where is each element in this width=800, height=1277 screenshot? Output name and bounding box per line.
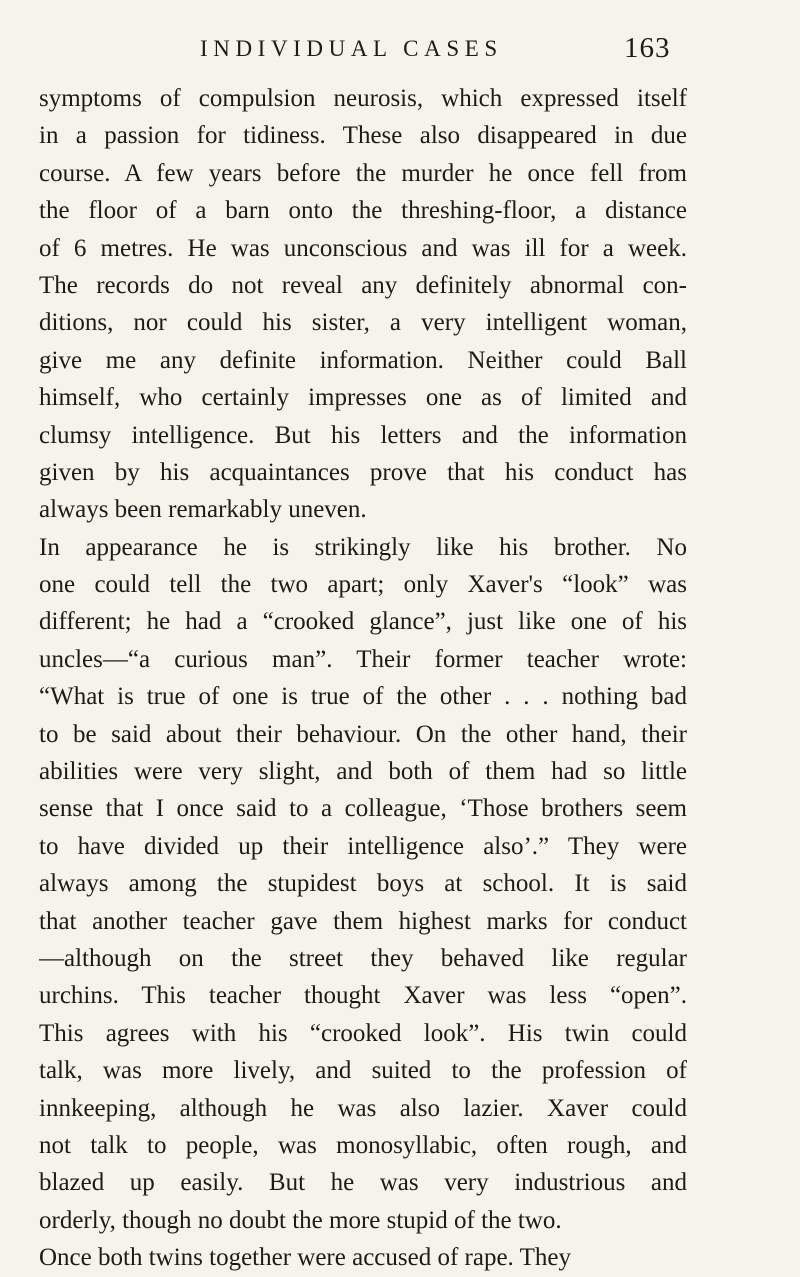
- text-line: the floor of a barn onto the threshing-floor, a distance: [39, 197, 687, 225]
- text-line: in a passion for tidiness. These also disappeared in due: [39, 122, 687, 150]
- text-line: ditions, nor could his sister, a very intelligent woman,: [39, 309, 687, 337]
- text-line: sense that I once said to a colleague, ‘Those brothers seem: [39, 795, 687, 823]
- text-line: give me any definite information. Neither could Ball: [39, 346, 687, 374]
- text-line: to have divided up their intelligence also’.” They were: [39, 832, 687, 860]
- body-text: [39, 80, 687, 1277]
- text-line: innkeeping, although he was also lazier. Xaver could: [39, 1094, 687, 1122]
- running-header: [0, 30, 800, 70]
- text-line: given by his acquaintances prove that his conduct has: [39, 458, 687, 486]
- page-number: 163: [624, 32, 671, 64]
- text-line: always been remarkably uneven.: [39, 496, 367, 524]
- text-line: not talk to people, was monosyllabic, often rough, and: [39, 1131, 687, 1159]
- text-line: that another teacher gave them highest marks for conduct: [39, 907, 687, 935]
- text-line: of 6 metres. He was unconscious and was ill for a week.: [39, 234, 687, 262]
- text-line: orderly, though no doubt the more stupid of the two.: [39, 1206, 562, 1234]
- text-line: always among the stupidest boys at school. It is said: [39, 870, 687, 898]
- text-line: Once both twins together were accused of rape. They: [39, 1244, 571, 1272]
- text-line: blazed up easily. But he was very industrious and: [39, 1169, 687, 1197]
- text-line: “What is true of one is true of the other . . . nothing bad: [39, 683, 687, 711]
- text-line: different; he had a “crooked glance”, just like one of his: [39, 608, 687, 636]
- text-line: course. A few years before the murder he once fell from: [39, 159, 687, 187]
- running-title: INDIVIDUAL CASES: [200, 36, 503, 61]
- text-line: urchins. This teacher thought Xaver was less “open”.: [39, 982, 687, 1010]
- text-line: uncles—“a curious man”. Their former teacher wrote:: [39, 645, 687, 673]
- text-line: clumsy intelligence. But his letters and the information: [39, 421, 687, 449]
- text-line: abilities were very slight, and both of them had so little: [39, 758, 687, 786]
- text-line: himself, who certainly impresses one as of limited and: [39, 384, 687, 412]
- text-line: —although on the street they behaved like regular: [39, 944, 687, 972]
- text-line: one could tell the two apart; only Xaver's “look” was: [39, 571, 687, 599]
- text-line: This agrees with his “crooked look”. His twin could: [39, 1019, 687, 1047]
- text-line: to be said about their behaviour. On the other hand, their: [39, 720, 687, 748]
- text-line: talk, was more lively, and suited to the profession of: [39, 1057, 687, 1085]
- text-line: The records do not reveal any definitely abnormal con-: [39, 271, 687, 299]
- text-line: symptoms of compulsion neurosis, which expressed itself: [39, 85, 687, 112]
- text-line: In appearance he is strikingly like his brother. No: [39, 533, 687, 561]
